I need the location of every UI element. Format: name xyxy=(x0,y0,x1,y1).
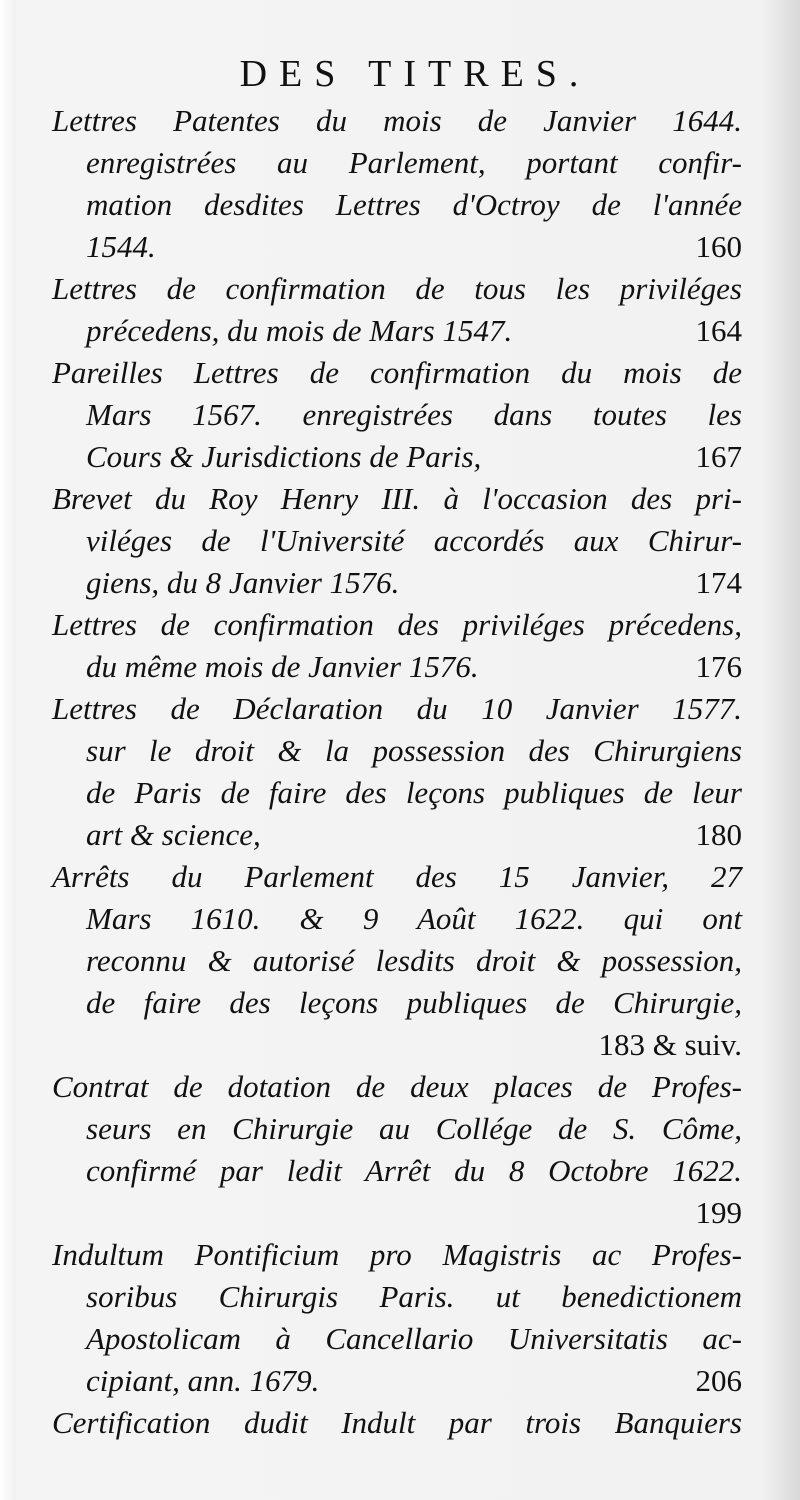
toc-entry-line: Mars 1567. enregistrées dans toutes les xyxy=(86,397,742,432)
page-gutter xyxy=(0,0,16,1500)
toc-entry-text: Cours & Jurisdictions de Paris, xyxy=(86,439,482,474)
toc-entry-line: enregistrées au Parlement, portant confir- xyxy=(86,145,742,180)
toc-entry-line: de faire des leçons publiques de Chirurgie, xyxy=(86,985,742,1020)
toc-entry xyxy=(52,352,742,478)
toc-entry-line: reconnu & autorisé lesdits droit & possession, xyxy=(86,943,742,978)
page-number: 176 xyxy=(695,649,742,684)
toc-entry-line: Lettres de Déclaration du 10 Janvier 1577. xyxy=(52,691,742,726)
toc-entry-text: art & science, xyxy=(86,817,261,852)
toc-entry-line: viléges de l'Université accordés aux Chirur- xyxy=(86,523,742,558)
toc-entry-text: du même mois de Janvier 1576. xyxy=(86,649,479,684)
toc-entry-line: Mars 1610. & 9 Août 1622. qui ont xyxy=(86,901,742,936)
toc-entry xyxy=(52,268,742,352)
toc-entry-line: Certification dudit Indult par trois Banquiers xyxy=(52,1405,742,1440)
page-number: 167 xyxy=(695,439,742,474)
toc-entry-line: Lettres de confirmation des priviléges précedens, xyxy=(52,607,742,642)
page-number: 160 xyxy=(695,229,742,264)
toc-entry xyxy=(52,856,742,1066)
toc-entry-line: soribus Chirurgis Paris. ut benedictionem xyxy=(86,1279,742,1314)
toc-entry-line xyxy=(52,1192,742,1234)
toc-entry xyxy=(52,1066,742,1234)
toc-entry-line xyxy=(52,1024,742,1066)
toc-entry-line xyxy=(52,646,742,688)
table-of-contents xyxy=(52,100,742,1444)
page-number: 164 xyxy=(695,313,742,348)
toc-entry-line: Apostolicam à Cancellario Universitatis ac- xyxy=(86,1321,742,1356)
toc-entry-line: Lettres de confirmation de tous les priviléges xyxy=(52,271,742,306)
toc-entry-line: Lettres Patentes du mois de Janvier 1644. xyxy=(52,103,742,138)
toc-entry-text: précedens, du mois de Mars 1547. xyxy=(86,313,513,348)
toc-entry-line: Arrêts du Parlement des 15 Janvier, 27 xyxy=(52,859,742,894)
page-number: 183 & suiv. xyxy=(598,1027,742,1062)
toc-entry-line xyxy=(52,310,742,352)
toc-entry xyxy=(52,478,742,604)
running-header: DES TITRES. xyxy=(239,53,591,95)
toc-entry-line xyxy=(52,562,742,604)
toc-entry-line xyxy=(52,436,742,478)
page-number: 199 xyxy=(695,1195,742,1230)
toc-entry-line: seurs en Chirurgie au Collége de S. Côme, xyxy=(86,1111,742,1146)
toc-entry-line xyxy=(52,814,742,856)
toc-entry xyxy=(52,1234,742,1402)
toc-entry xyxy=(52,688,742,856)
toc-entry-line: sur le droit & la possession des Chirurgiens xyxy=(86,733,742,768)
toc-entry-text: 1544. xyxy=(86,229,156,264)
toc-entry-text: giens, du 8 Janvier 1576. xyxy=(86,565,400,600)
page-number: 174 xyxy=(695,565,742,600)
toc-entry-line: confirmé par ledit Arrêt du 8 Octobre 1622. xyxy=(86,1153,742,1188)
toc-entry-line: Contrat de dotation de deux places de Profes- xyxy=(52,1069,742,1104)
toc-entry-line: mation desdites Lettres d'Octroy de l'année xyxy=(86,187,742,222)
toc-entry xyxy=(52,1402,742,1444)
toc-entry xyxy=(52,100,742,268)
toc-entry-text: cipiant, ann. 1679. xyxy=(86,1363,320,1398)
page-number: 206 xyxy=(695,1363,742,1398)
page-number: 180 xyxy=(695,817,742,852)
toc-entry-line: Indultum Pontificium pro Magistris ac Profes- xyxy=(52,1237,742,1272)
toc-entry-line: de Paris de faire des leçons publiques de leur xyxy=(86,775,742,810)
toc-entry-line xyxy=(52,1360,742,1402)
toc-entry-line xyxy=(52,226,742,268)
toc-entry-line: Brevet du Roy Henry III. à l'occasion des pri- xyxy=(52,481,742,516)
toc-entry-line: Pareilles Lettres de confirmation du mois de xyxy=(52,355,742,390)
toc-entry xyxy=(52,604,742,688)
